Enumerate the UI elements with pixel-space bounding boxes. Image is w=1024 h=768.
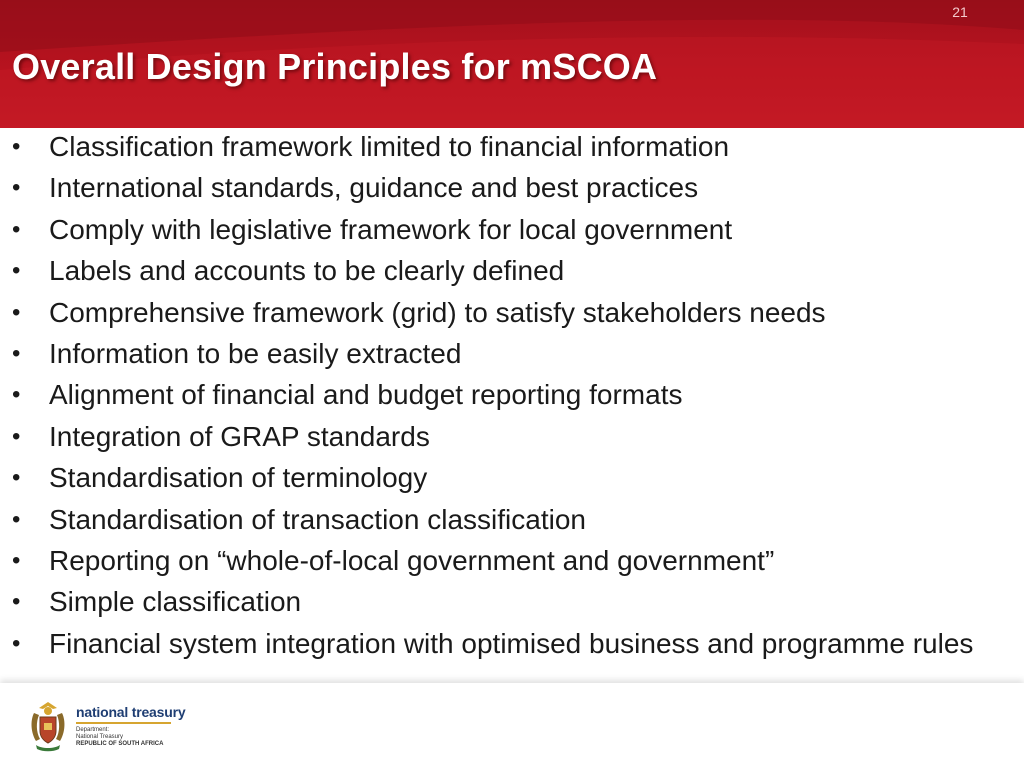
bullet-item bbox=[0, 503, 1024, 536]
bullet-dot: • bbox=[12, 257, 21, 285]
bullet-text: Alignment of financial and budget reporting formats bbox=[49, 379, 683, 411]
bullet-item bbox=[0, 254, 1024, 287]
bullet-item bbox=[0, 337, 1024, 370]
bullet-item bbox=[0, 420, 1024, 453]
bullet-dot: • bbox=[12, 174, 21, 202]
bullet-dot: • bbox=[12, 339, 21, 367]
bullet-item bbox=[0, 130, 1024, 163]
bullet-item bbox=[0, 171, 1024, 204]
bullet-dot: • bbox=[12, 505, 21, 533]
bullet-list bbox=[0, 130, 1024, 668]
brand-name: national treasury bbox=[76, 704, 186, 720]
bullet-dot: • bbox=[12, 588, 21, 616]
brand-block bbox=[76, 705, 185, 748]
bullet-dot: • bbox=[12, 629, 21, 657]
brand-department-label: Department: bbox=[76, 727, 110, 733]
bullet-dot: • bbox=[12, 464, 21, 492]
brand-country: REPUBLIC OF SOUTH AFRICA bbox=[76, 741, 164, 747]
bullet-dot: • bbox=[12, 133, 21, 160]
bullet-item bbox=[0, 627, 1024, 660]
slide-header bbox=[0, 0, 1024, 128]
bullet-dot: • bbox=[12, 422, 21, 450]
bullet-dot: • bbox=[12, 298, 21, 326]
bullet-text: Reporting on “whole-of-local government and government” bbox=[49, 544, 775, 576]
bullet-text: Comprehensive framework (grid) to satisfy stakeholders needs bbox=[49, 296, 826, 328]
bullet-dot: • bbox=[12, 381, 21, 409]
bullet-text: Standardisation of terminology bbox=[49, 462, 428, 494]
coat-of-arms-icon bbox=[26, 699, 70, 753]
brand-department-name: National Treasury bbox=[76, 734, 124, 740]
bullet-item bbox=[0, 585, 1024, 618]
slide-title: Overall Design Principles for mSCOA bbox=[12, 46, 658, 87]
bullet-item bbox=[0, 213, 1024, 246]
bullet-text: Standardisation of transaction classification bbox=[49, 503, 586, 535]
bullet-item bbox=[0, 378, 1024, 411]
bullet-text: Labels and accounts to be clearly defined bbox=[49, 255, 565, 287]
bullet-item bbox=[0, 461, 1024, 494]
bullet-text: Integration of GRAP standards bbox=[49, 420, 430, 452]
brand-divider bbox=[76, 722, 171, 724]
bullet-text: International standards, guidance and best practices bbox=[49, 172, 699, 204]
bullet-text: Information to be easily extracted bbox=[49, 337, 462, 369]
bullet-text: Simple classification bbox=[49, 586, 302, 618]
bullet-text: Financial system integration with optimised business and programme rules bbox=[49, 627, 974, 659]
bullet-dot: • bbox=[12, 546, 21, 574]
bullet-text: Comply with legislative framework for local government bbox=[49, 213, 733, 245]
slide-footer bbox=[0, 683, 1024, 768]
slide-number: 21 bbox=[952, 4, 968, 20]
bullet-item bbox=[0, 544, 1024, 577]
bullet-text: Classification framework limited to financial information bbox=[49, 131, 730, 162]
bullet-item bbox=[0, 296, 1024, 329]
bullet-dot: • bbox=[12, 215, 21, 243]
